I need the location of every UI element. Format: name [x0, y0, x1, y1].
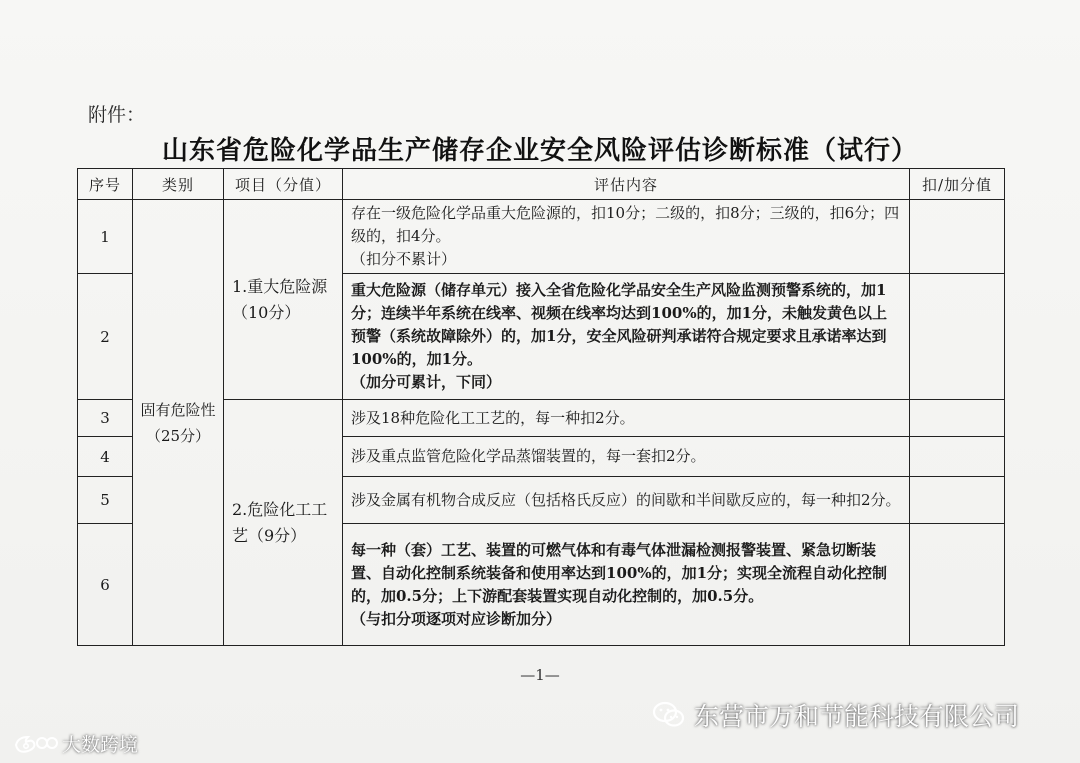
table-header-row	[78, 169, 1005, 200]
attachment-label: 附件：	[88, 104, 146, 126]
row-number: 5	[78, 477, 133, 524]
weibo-icon	[12, 731, 58, 755]
score-cell	[910, 274, 1005, 400]
assessment-table	[77, 168, 1005, 646]
platform-watermark-text: 大数跨境	[62, 733, 139, 756]
score-cell	[910, 437, 1005, 477]
content-text: 涉及18种危险化工工艺的，每一种扣2分。	[351, 408, 635, 427]
row-number: 3	[78, 400, 133, 437]
header-content: 评估内容	[343, 169, 910, 200]
row-number: 2	[78, 274, 133, 400]
row-content	[343, 274, 910, 400]
content-note: （扣分不累计）	[351, 250, 457, 268]
table-row	[78, 200, 1005, 274]
row-content	[343, 437, 910, 477]
content-text: 存在一级危险化学品重大危险源的，扣10分；二级的，扣8分；三级的，扣6分；四级的，扣4分。	[351, 204, 900, 245]
document-title: 山东省危险化学品生产储存企业安全风险评估诊断标准（试行）	[161, 136, 918, 166]
row-number: 4	[78, 437, 133, 477]
item-major-hazard: 1.重大危险源（10分）	[224, 200, 343, 400]
content-text: 每一种（套）工艺、装置的可燃气体和有毒气体泄漏检测报警装置、紧急切断装置、自动化控制系统装备和使用率达到100%的，加1分；实现全流程自动化控制的，加0.5分；上下游配套装置实现自动化控制的，加0.5分。	[351, 540, 888, 605]
score-cell	[910, 477, 1005, 524]
row-number: 6	[78, 524, 133, 646]
header-no: 序号	[78, 169, 133, 200]
row-content	[343, 200, 910, 274]
row-number: 1	[78, 200, 133, 274]
header-score: 扣/加分值	[910, 169, 1005, 200]
category-cell: 固有危险性（25分）	[133, 200, 224, 646]
score-cell	[910, 200, 1005, 274]
content-note: （与扣分项逐项对应诊断加分）	[351, 609, 562, 628]
score-cell	[910, 524, 1005, 646]
content-text: 涉及金属有机物合成反应（包括格氏反应）的间歇和半间歇反应的，每一种扣2分。	[351, 490, 901, 509]
header-category: 类别	[133, 169, 224, 200]
row-content	[343, 477, 910, 524]
page-number: —1—	[520, 666, 560, 684]
score-cell	[910, 400, 1005, 437]
content-note: （加分可累计，下同）	[351, 373, 502, 391]
item-process: 2.危险化工工艺（9分）	[224, 400, 343, 646]
company-watermark-text: 东营市万和节能科技有限公司	[694, 702, 1020, 731]
row-content	[343, 400, 910, 437]
content-text: 涉及重点监管危险化学品蒸馏装置的，每一套扣2分。	[351, 447, 706, 465]
company-watermark	[652, 700, 1019, 730]
row-content	[343, 524, 910, 646]
wechat-icon	[652, 701, 686, 729]
header-item: 项目（分值）	[224, 169, 343, 200]
content-text: 重大危险源（储存单元）接入全省危险化学品安全生产风险监测预警系统的，加1分；连续半年系统在线率、视频在线率均达到100%的，加1分，未触发黄色以上预警（系统故障除外）的，加1分，安全风险研判承诺符合规定要求且承诺率达到100%的，加1分。	[351, 281, 888, 368]
platform-watermark	[12, 730, 138, 756]
